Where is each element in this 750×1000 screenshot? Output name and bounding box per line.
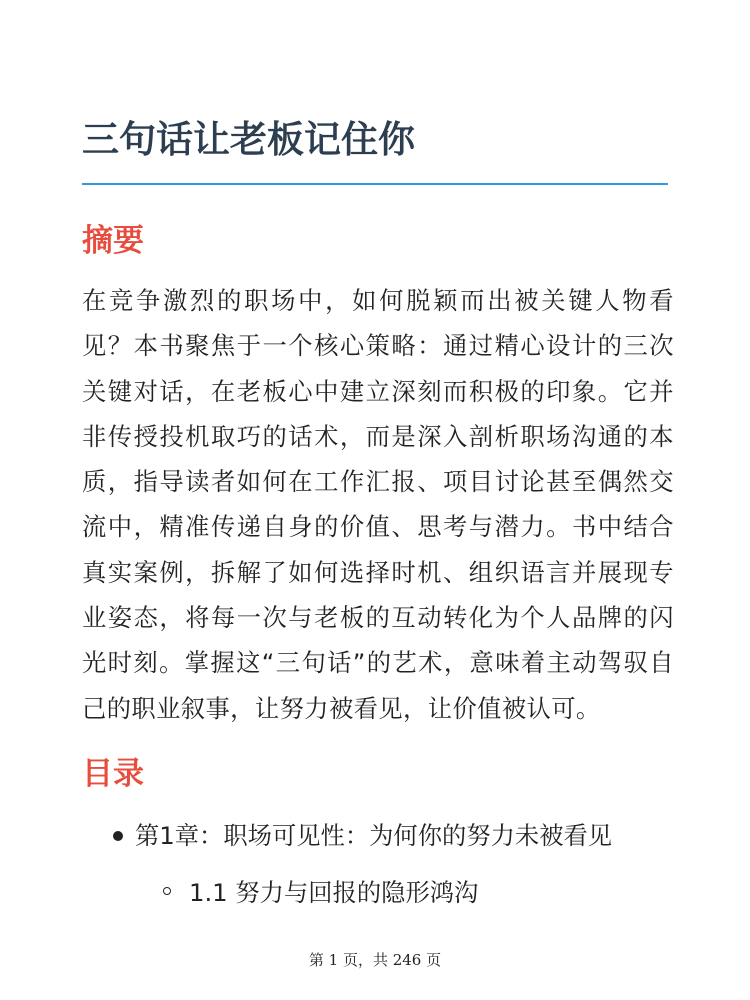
- toc-item-chapter-1[interactable]: 第1章：职场可见性：为何你的努力未被看见: [135, 821, 613, 850]
- bullet-circle-icon: [163, 887, 171, 895]
- abstract-heading: 摘要: [82, 223, 144, 259]
- toc-item-section-1-1[interactable]: 1.1 努力与回报的隐形鸿沟: [189, 878, 479, 907]
- bullet-disc-icon: [113, 831, 123, 841]
- toc-heading: 目录: [82, 756, 144, 792]
- page-footer: 第 1 页，共 246 页: [308, 951, 442, 969]
- abstract-body: 在竞争激烈的职场中，如何脱颖而出被关键人物看见？本书聚焦于一个核心策略：通过精心设计的三次关键对话，在老板心中建立深刻而积极的印象。它并非传授投机取巧的话术，而是深入剖析职场沟通的本质，指导读者如何在工作汇报、项目讨论甚至偶然交流中，精准传递自身的价值、思考与潜力。书中结合真实案例，拆解了如何选择时机、组织语言并展现专业姿态，将每一次与老板的互动转化为个人品牌的闪光时刻。掌握这“三句话”的艺术，意味着主动驾驭自己的职业叙事，让努力被看见，让价值被认可。: [82, 286, 674, 723]
- title-divider: [82, 183, 668, 185]
- document-title: 三句话让老板记住你: [82, 118, 415, 161]
